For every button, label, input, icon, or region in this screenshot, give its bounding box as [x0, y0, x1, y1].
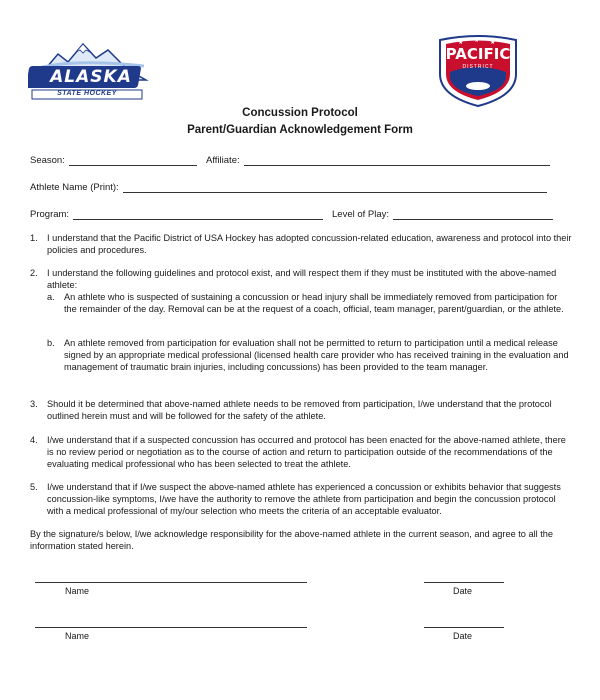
level-of-play-input[interactable] [393, 209, 553, 220]
item-2-text: I understand the following guidelines and protocol exist, and will respect them if they must be instituted with the above-named athlete: [47, 268, 557, 291]
form-subtitle: Parent/Guardian Acknowledgement Form [187, 124, 413, 136]
item-4-number: 4. [30, 435, 38, 445]
item-2a-text: An athlete who is suspected of sustaining a concussion or head injury shall be immediately removed from participation for the remainder of the day. Removal can be at the request of a coach, official, team manager, parent/guardian, or the athlete. [64, 292, 564, 315]
season-input[interactable] [69, 155, 197, 166]
athlete-name-input[interactable] [123, 182, 547, 193]
affiliate-field[interactable] [206, 155, 550, 166]
pacific-district-logo [436, 30, 520, 108]
pacific-logo-subtext: DISTRICT [462, 64, 494, 70]
alaska-state-hockey-logo [28, 40, 153, 102]
program-label: Program: [30, 209, 70, 220]
pacific-logo-text: PACIFIC [445, 45, 511, 63]
item-4-text: I/we understand that if a suspected concussion has occurred and protocol has been enacted for the above-named athlete, there is no review period or negotiation as to the course of action and return to participation outside of the recommendations of the evaluating medical professional who has been selected to treat the athlete. [47, 435, 566, 470]
item-5-text: I/we understand that if I/we suspect the above-named athlete has experienced a concussion or exhibits behavior that suggests concussion-like symptoms, I/we have the authority to remove the athlete from participation and begin the concussion protocol with a medical professional of my/our selection who meets the criteria of an acceptable evaluator. [47, 482, 561, 517]
item-2a-label: a. [47, 292, 55, 302]
level-of-play-label: Level of Play: [332, 209, 390, 220]
svg-text:★: ★ [490, 40, 496, 46]
athlete-name-field[interactable] [30, 182, 547, 193]
signature-name-line-2[interactable] [35, 627, 307, 628]
signature-date-label-1: Date [453, 586, 473, 596]
season-field[interactable] [30, 155, 197, 166]
signature-name-line-1[interactable] [35, 582, 307, 583]
signature-date-label-2: Date [453, 631, 473, 641]
svg-text:★: ★ [458, 40, 464, 46]
signature-name-label-2: Name [65, 631, 90, 641]
signature-name-label-1: Name [65, 586, 90, 596]
signature-date-line-1[interactable] [424, 582, 504, 583]
athlete-name-label: Athlete Name (Print): [30, 182, 119, 193]
item-1-text: I understand that the Pacific District of USA Hockey has adopted concussion-related education, awareness and protocol into their policies and procedures. [47, 233, 572, 256]
item-2b-text: An athlete removed from participation for evaluation shall not be permitted to return to participation until a medical release signed by an appropriate medical professional (licensed health care provider who has received training in the evaluation and management of traumatic brain injuries, including concussions) has been provided to the team manager. [64, 338, 569, 373]
item-2-number: 2. [30, 268, 38, 278]
closing-statement: By the signature/s below, I/we acknowledge responsibility for the above-named athlete in the current season, and agree to all the information stated herein. [30, 529, 553, 552]
item-5-number: 5. [30, 482, 38, 492]
level-of-play-field[interactable] [332, 209, 553, 220]
item-3-number: 3. [30, 399, 38, 409]
affiliate-input[interactable] [244, 155, 550, 166]
svg-text:★: ★ [474, 38, 480, 44]
affiliate-label: Affiliate: [206, 155, 240, 166]
item-3-text: Should it be determined that above-named athlete needs to be removed from participation, I/we understand that the protocol outlined herein must and will be followed for the safety of the athlete. [47, 399, 552, 422]
form-title: Concussion Protocol [242, 107, 358, 119]
program-field[interactable] [30, 209, 323, 220]
alaska-logo-text: ALASKA [50, 67, 132, 87]
item-1-number: 1. [30, 233, 38, 243]
program-input[interactable] [73, 209, 323, 220]
item-2b-label: b. [47, 338, 55, 348]
signature-date-line-2[interactable] [424, 627, 504, 628]
season-label: Season: [30, 155, 65, 166]
alaska-logo-subtext: STATE HOCKEY [57, 90, 117, 97]
